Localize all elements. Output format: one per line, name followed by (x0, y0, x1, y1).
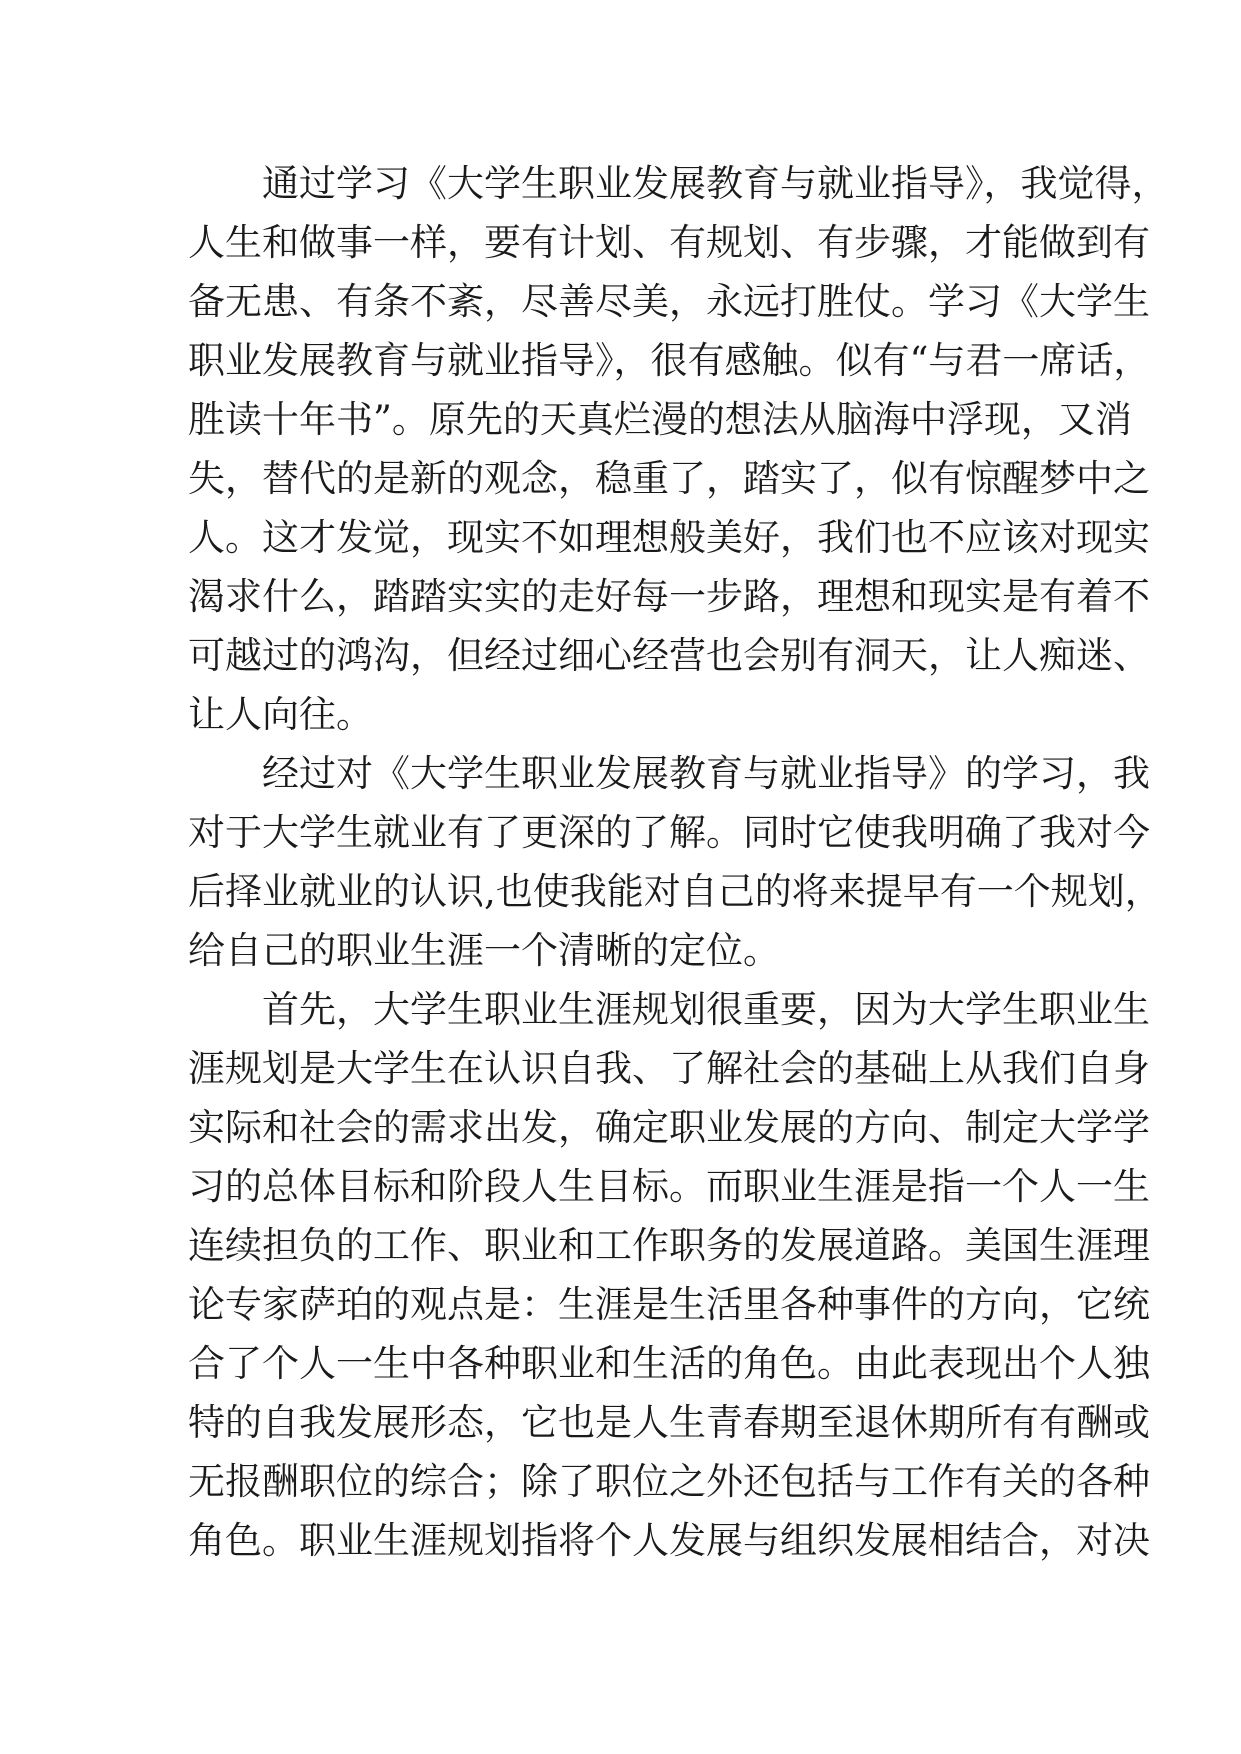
text-line: 首先，大学生职业生涯规划很重要，因为大学生职业生 (188, 988, 1150, 1031)
text-line: 连续担负的工作、职业和工作职务的发展道路。美国生涯理 (188, 1224, 1150, 1267)
document-body (188, 154, 1169, 1570)
paragraph-3 (188, 980, 1150, 1570)
text-line: 渴求什么，踏踏实实的走好每一步路，理想和现实是有着不 (188, 575, 1150, 618)
text-line: 对于大学生就业有了更深的了解。同时它使我明确了我对今 (188, 811, 1150, 854)
text-line: 合了个人一生中各种职业和生活的角色。由此表现出个人独 (188, 1342, 1150, 1385)
text-line: 人。这才发觉，现实不如理想般美好，我们也不应该对现实 (188, 516, 1150, 559)
paragraph-1 (188, 154, 1169, 744)
paragraph-2 (188, 744, 1162, 980)
text-line: 通过学习《大学生职业发展教育与就业指导》，我觉得， (188, 162, 1169, 205)
text-line: 职业发展教育与就业指导》，很有感触。似有“与君一席话， (188, 339, 1151, 382)
text-line: 论专家萨珀的观点是：生涯是生活里各种事件的方向，它统 (188, 1283, 1150, 1326)
text-line: 备无患、有条不紊，尽善尽美，永远打胜仗。学习《大学生 (188, 280, 1150, 323)
text-line: 实际和社会的需求出发，确定职业发展的方向、制定大学学 (188, 1106, 1150, 1149)
text-line: 涯规划是大学生在认识自我、了解社会的基础上从我们自身 (188, 1047, 1150, 1090)
text-line: 胜读十年书”。原先的天真烂漫的想法从脑海中浮现，又消 (188, 398, 1132, 441)
text-line: 经过对《大学生职业发展教育与就业指导》的学习，我 (188, 752, 1150, 795)
text-line: 让人向往。 (188, 693, 373, 736)
text-line: 失，替代的是新的观念，稳重了，踏实了，似有惊醒梦中之 (188, 457, 1150, 500)
text-line: 特的自我发展形态，它也是人生青春期至退休期所有有酬或 (188, 1401, 1150, 1444)
text-line: 角色。职业生涯规划指将个人发展与组织发展相结合，对决 (188, 1519, 1150, 1562)
text-line: 无报酬职位的综合；除了职位之外还包括与工作有关的各种 (188, 1460, 1150, 1503)
text-line: 人生和做事一样，要有计划、有规划、有步骤，才能做到有 (188, 221, 1150, 264)
text-line: 习的总体目标和阶段人生目标。而职业生涯是指一个人一生 (188, 1165, 1150, 1208)
text-line: 可越过的鸿沟，但经过细心经营也会别有洞天，让人痴迷、 (188, 634, 1150, 677)
text-line: 给自己的职业生涯一个清晰的定位。 (188, 929, 780, 972)
text-line: 后择业就业的认识,也使我能对自己的将来提早有一个规划， (188, 870, 1162, 913)
